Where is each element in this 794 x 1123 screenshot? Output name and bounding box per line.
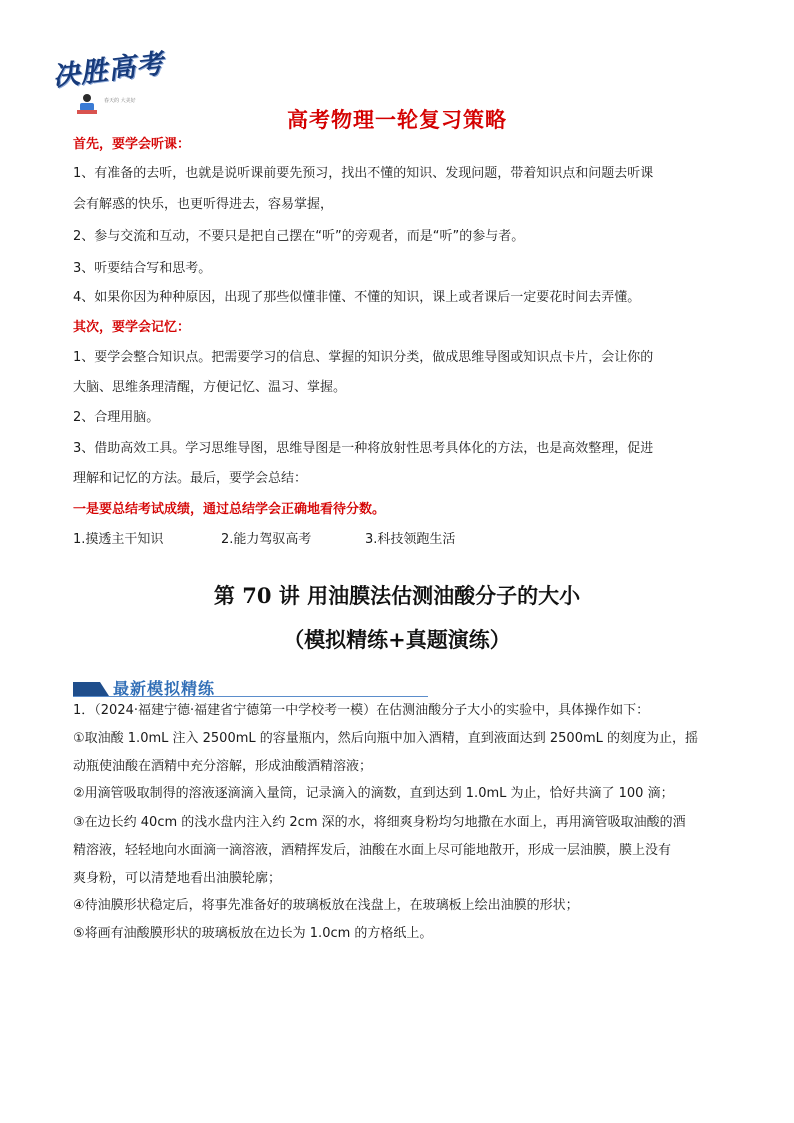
- logo-text: 决胜高考: [50, 48, 166, 93]
- question-step: 精溶液，轻轻地向水面滴一滴溶液，酒精挥发后，油酸在水面上尽可能地散开，形成一层油膜，膜上没有: [73, 843, 672, 858]
- logo-subtitle: 春天的 大美好: [104, 98, 136, 104]
- paragraph-line: 理解和记忆的方法。最后，要学会总结：: [73, 471, 308, 486]
- question-step: ⑤将画有油酸膜形状的玻璃板放在边长为 1.0cm 的方格纸上。: [73, 926, 433, 941]
- tip-item: 3.科技领跑生活: [365, 532, 456, 547]
- question-step: ③在边长约 40cm 的浅水盘内注入约 2cm 深的水，将细爽身粉均匀地撒在水面上，再用滴管吸取油酸的酒: [73, 815, 686, 830]
- banner-accent: [73, 682, 109, 696]
- paragraph-line: 3、听要结合写和思考。: [73, 261, 212, 276]
- paragraph-line: 2、参与交流和互动，不要只是把自己摆在“听”的旁观者，而是“听”的参与者。: [73, 229, 525, 244]
- banner-label: 最新模拟精练: [113, 679, 216, 698]
- tip-item: 2.能力驾驭高考: [221, 532, 312, 547]
- question-step: ①取油酸 1.0mL 注入 2500mL 的容量瓶内，然后向瓶中加入酒精，直到液面达到 2500mL 的刻度为止，摇: [73, 731, 699, 746]
- lecture-title: 第 70 讲 用油膜法估测油酸分子的大小: [213, 583, 581, 608]
- paragraph-line: 会有解惑的快乐，也更听得进去，容易掌握，: [73, 197, 334, 212]
- question-stem: 1．（2024·福建宁德·福建省宁德第一中学校考一模）在估测油酸分子大小的实验中，具体操作如下：: [73, 703, 650, 718]
- page-title: 高考物理一轮复习策略: [287, 108, 507, 132]
- question-step: 动瓶使油酸在酒精中充分溶解，形成油酸酒精溶液；: [73, 759, 373, 774]
- section-heading-listen: 首先，要学会听课：: [73, 137, 191, 152]
- section-heading-memory: 其次，要学会记忆：: [73, 320, 191, 335]
- section-banner: [73, 676, 433, 698]
- paragraph-line: 1、要学会整合知识点。把需要学习的信息、掌握的知识分类，做成思维导图或知识点卡片，会让你的: [73, 350, 654, 365]
- summary-highlight: 一是要总结考试成绩，通过总结学会正确地看待分数。: [73, 502, 386, 517]
- paragraph-line: 3、借助高效工具。学习思维导图，思维导图是一种将放射性思考具体化的方法，也是高效整理，促进: [73, 441, 654, 456]
- paragraph-line: 4、如果你因为种种原因，出现了那些似懂非懂、不懂的知识，课上或者课后一定要花时间去弄懂。: [73, 290, 641, 305]
- paragraph-line: 2、合理用脑。: [73, 410, 160, 425]
- question-step: ④待油膜形状稳定后，将事先准备好的玻璃板放在浅盘上，在玻璃板上绘出油膜的形状；: [73, 898, 579, 913]
- tips-row: [73, 532, 723, 548]
- lecture-subtitle: （模拟精练+真题演练）: [283, 627, 511, 652]
- question-step: ②用滴管吸取制得的溶液逐滴滴入量筒，记录滴入的滴数，直到达到 1.0mL 为止，恰好共滴了 100 滴；: [73, 786, 674, 801]
- tip-item: 1.摸透主干知识: [73, 532, 164, 547]
- question-step: 爽身粉，可以清楚地看出油膜轮廓；: [73, 871, 282, 886]
- paragraph-line: 大脑、思维条理清醒，方便记忆、温习、掌握。: [73, 380, 347, 395]
- paragraph-line: 1、有准备的去听，也就是说听课前要先预习，找出不懂的知识、发现问题，带着知识点和问题去听课: [73, 166, 654, 181]
